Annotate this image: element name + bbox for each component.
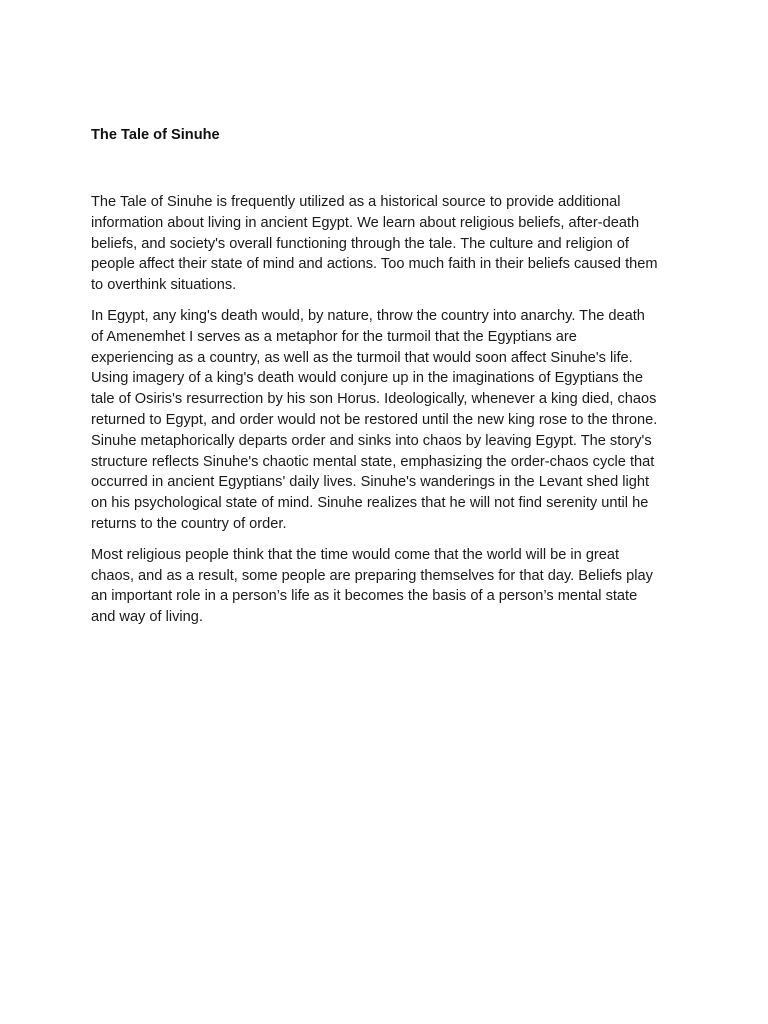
paragraph-line: beliefs, and society's overall functioning through the tale. The culture and religion of (91, 235, 629, 252)
paragraph-line: structure reflects Sinuhe's chaotic mental state, emphasizing the order-chaos cycle that (91, 453, 655, 470)
paragraph-line: returned to Egypt, and order would not be restored until the new king rose to the throne. (91, 411, 658, 428)
paragraph-line: experiencing as a country, as well as the turmoil that would soon affect Sinuhe's life. (91, 349, 633, 366)
document-text (91, 192, 691, 628)
paragraph-1 (91, 192, 691, 296)
paragraph-line: chaos, and as a result, some people are preparing themselves for that day. Beliefs play (91, 567, 653, 584)
paragraph-line: tale of Osiris's resurrection by his son Horus. Ideologically, whenever a king died, chaos (91, 391, 657, 408)
paragraph-2 (91, 306, 691, 535)
document-body (91, 124, 691, 638)
paragraph-line: an important role in a person’s life as it becomes the basis of a person’s mental state (91, 588, 638, 605)
document-title: The Tale of Sinuhe (91, 127, 220, 143)
paragraph-line: Sinuhe metaphorically departs order and sinks into chaos by leaving Egypt. The story's (91, 432, 652, 449)
paragraph-line: returns to the country of order. (91, 515, 287, 532)
paragraph-line: people affect their state of mind and actions. Too much faith in their beliefs caused them (91, 256, 658, 273)
paragraph-line: In Egypt, any king's death would, by nature, throw the country into anarchy. The death (91, 307, 645, 324)
paragraph-line: occurred in ancient Egyptians' daily lives. Sinuhe's wanderings in the Levant shed light (91, 474, 650, 491)
paragraph-line: The Tale of Sinuhe is frequently utilized as a historical source to provide additional (91, 194, 621, 210)
paragraph-line: on his psychological state of mind. Sinuhe realizes that he will not find serenity until he (91, 495, 649, 512)
paragraph-line: Using imagery of a king's death would conjure up in the imaginations of Egyptians the (91, 370, 643, 387)
paragraph-line: to overthink situations. (91, 277, 237, 294)
paragraph-3 (91, 545, 691, 628)
paragraph-line: and way of living. (91, 609, 203, 626)
paragraph-line: of Amenemhet I serves as a metaphor for the turmoil that the Egyptians are (91, 328, 577, 345)
paragraph-line: Most religious people think that the time would come that the world will be in great (91, 546, 620, 563)
paragraph-line: information about living in ancient Egypt. We learn about religious beliefs, after-death (91, 214, 640, 231)
